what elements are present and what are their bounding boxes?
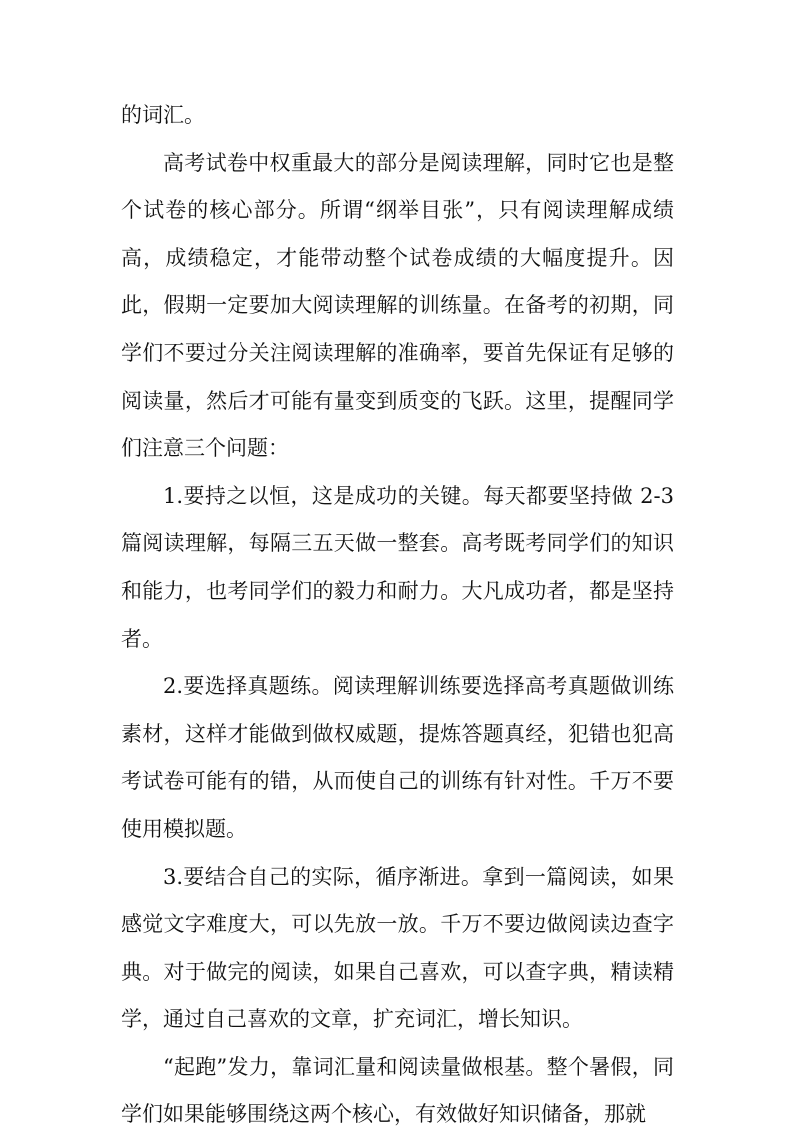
paragraph-continuation: 的词汇。: [121, 103, 205, 127]
paragraph-conclusion: “起跑”发力，靠词汇量和阅读量做根基。整个暑假，同学们如果能够围绕这两个核心，有效做好知识储备，那就: [121, 1054, 674, 1127]
paragraph-point-2: 2.要选择真题练。阅读理解训练要选择高考真题做训练素材，这样才能做到做权威题，提炼答题真经，犯错也犯高考试卷可能有的错，从而使自己的训练有针对性。千万不要使用模拟题。: [121, 674, 674, 841]
body-text: [121, 92, 674, 1139]
paragraph-reading-weight: 高考试卷中权重最大的部分是阅读理解，同时它也是整个试卷的核心部分。所谓“纲举目张”，只有阅读理解成绩高，成绩稳定，才能带动整个试卷成绩的大幅度提升。因此，假期一定要加大阅读理解的训练量。在备考的初期，同学们不要过分关注阅读理解的准确率，要首先保证有足够的阅读量，然后才可能有量变到质变的飞跃。这里，提醒同学们注意三个问题：: [121, 150, 674, 461]
paragraph-point-3: 3.要结合自己的实际，循序渐进。拿到一篇阅读，如果感觉文字难度大，可以先放一放。千万不要边做阅读边查字典。对于做完的阅读，如果自己喜欢，可以查字典，精读精学，通过自己喜欢的文章，扩充词汇，增长知识。: [121, 864, 674, 1032]
paragraph-point-1: 1.要持之以恒，这是成功的关键。每天都要坚持做 2-3 篇阅读理解，每隔三五天做一整套。高考既考同学们的知识和能力，也考同学们的毅力和耐力。大凡成功者，都是坚持者。: [121, 483, 674, 651]
